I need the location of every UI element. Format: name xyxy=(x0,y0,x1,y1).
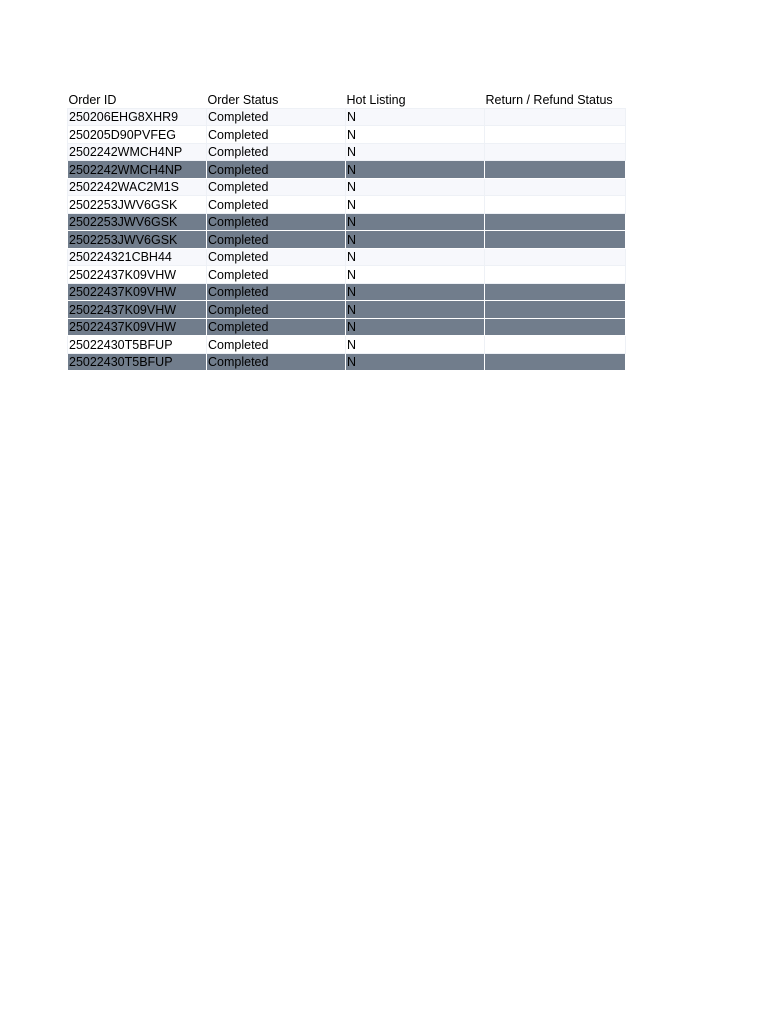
cell-return-refund-status[interactable] xyxy=(485,301,626,319)
cell-order-id[interactable]: 25022437K09VHW xyxy=(68,301,207,319)
cell-order-id[interactable]: 250205D90PVFEG xyxy=(68,126,207,144)
cell-return-refund-status[interactable] xyxy=(485,231,626,249)
cell-hot-listing[interactable]: N xyxy=(346,143,485,161)
cell-hot-listing[interactable]: N xyxy=(346,318,485,336)
cell-order-status[interactable]: Completed xyxy=(207,301,346,319)
header-hot-listing[interactable]: Hot Listing xyxy=(346,91,485,108)
header-order-id[interactable]: Order ID xyxy=(68,91,207,108)
cell-return-refund-status[interactable] xyxy=(485,126,626,144)
cell-order-status[interactable]: Completed xyxy=(207,248,346,266)
cell-return-refund-status[interactable] xyxy=(485,353,626,371)
table-row[interactable] xyxy=(68,248,626,266)
cell-order-id[interactable]: 2502242WMCH4NP xyxy=(68,161,207,179)
cell-hot-listing[interactable]: N xyxy=(346,336,485,354)
table-row[interactable] xyxy=(68,143,626,161)
table-row[interactable] xyxy=(68,318,626,336)
cell-hot-listing[interactable]: N xyxy=(346,301,485,319)
cell-order-status[interactable]: Completed xyxy=(207,196,346,214)
cell-order-status[interactable]: Completed xyxy=(207,108,346,126)
cell-return-refund-status[interactable] xyxy=(485,318,626,336)
table-row[interactable] xyxy=(68,161,626,179)
cell-order-status[interactable]: Completed xyxy=(207,318,346,336)
table-body xyxy=(68,108,626,371)
cell-order-status[interactable]: Completed xyxy=(207,143,346,161)
table-row[interactable] xyxy=(68,336,626,354)
cell-order-id[interactable]: 2502242WMCH4NP xyxy=(68,143,207,161)
table-row[interactable] xyxy=(68,353,626,371)
cell-return-refund-status[interactable] xyxy=(485,213,626,231)
header-return-refund-status[interactable]: Return / Refund Status xyxy=(485,91,626,108)
cell-order-id[interactable]: 25022437K09VHW xyxy=(68,266,207,284)
cell-hot-listing[interactable]: N xyxy=(346,196,485,214)
cell-order-status[interactable]: Completed xyxy=(207,231,346,249)
table-row[interactable] xyxy=(68,126,626,144)
cell-order-status[interactable]: Completed xyxy=(207,178,346,196)
cell-return-refund-status[interactable] xyxy=(485,196,626,214)
header-row xyxy=(68,91,626,108)
cell-order-status[interactable]: Completed xyxy=(207,336,346,354)
table-row[interactable] xyxy=(68,301,626,319)
table-row[interactable] xyxy=(68,231,626,249)
cell-order-status[interactable]: Completed xyxy=(207,353,346,371)
cell-order-id[interactable]: 25022430T5BFUP xyxy=(68,336,207,354)
cell-order-id[interactable]: 25022430T5BFUP xyxy=(68,353,207,371)
cell-hot-listing[interactable]: N xyxy=(346,248,485,266)
table-row[interactable] xyxy=(68,283,626,301)
cell-order-id[interactable]: 2502253JWV6GSK xyxy=(68,231,207,249)
cell-hot-listing[interactable]: N xyxy=(346,353,485,371)
cell-order-id[interactable]: 2502253JWV6GSK xyxy=(68,213,207,231)
cell-return-refund-status[interactable] xyxy=(485,108,626,126)
cell-hot-listing[interactable]: N xyxy=(346,283,485,301)
header-order-status[interactable]: Order Status xyxy=(207,91,346,108)
cell-hot-listing[interactable]: N xyxy=(346,161,485,179)
cell-order-id[interactable]: 2502253JWV6GSK xyxy=(68,196,207,214)
cell-return-refund-status[interactable] xyxy=(485,143,626,161)
cell-order-status[interactable]: Completed xyxy=(207,283,346,301)
cell-hot-listing[interactable]: N xyxy=(346,231,485,249)
table-row[interactable] xyxy=(68,108,626,126)
cell-return-refund-status[interactable] xyxy=(485,283,626,301)
cell-order-status[interactable]: Completed xyxy=(207,161,346,179)
cell-hot-listing[interactable]: N xyxy=(346,126,485,144)
cell-return-refund-status[interactable] xyxy=(485,336,626,354)
cell-return-refund-status[interactable] xyxy=(485,266,626,284)
cell-return-refund-status[interactable] xyxy=(485,248,626,266)
table-header xyxy=(68,91,626,108)
table-row[interactable] xyxy=(68,266,626,284)
cell-order-status[interactable]: Completed xyxy=(207,213,346,231)
cell-order-status[interactable]: Completed xyxy=(207,126,346,144)
table-row[interactable] xyxy=(68,178,626,196)
cell-hot-listing[interactable]: N xyxy=(346,266,485,284)
cell-order-id[interactable]: 25022437K09VHW xyxy=(68,318,207,336)
cell-hot-listing[interactable]: N xyxy=(346,108,485,126)
cell-return-refund-status[interactable] xyxy=(485,178,626,196)
cell-order-status[interactable]: Completed xyxy=(207,266,346,284)
cell-order-id[interactable]: 25022437K09VHW xyxy=(68,283,207,301)
orders-table xyxy=(67,91,626,371)
cell-hot-listing[interactable]: N xyxy=(346,213,485,231)
table-row[interactable] xyxy=(68,196,626,214)
table-row[interactable] xyxy=(68,213,626,231)
cell-order-id[interactable]: 250224321CBH44 xyxy=(68,248,207,266)
cell-return-refund-status[interactable] xyxy=(485,161,626,179)
cell-order-id[interactable]: 250206EHG8XHR9 xyxy=(68,108,207,126)
cell-hot-listing[interactable]: N xyxy=(346,178,485,196)
cell-order-id[interactable]: 2502242WAC2M1S xyxy=(68,178,207,196)
